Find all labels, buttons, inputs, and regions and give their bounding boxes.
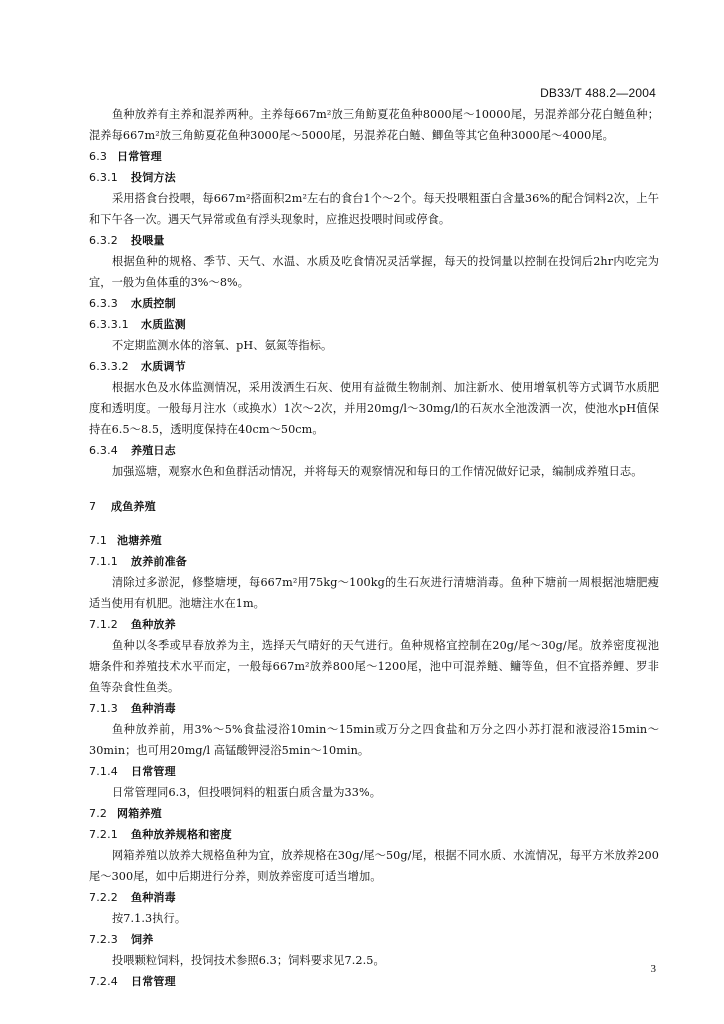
section-number: 7.1.3 [89,702,118,715]
section-title: 日常管理 [131,975,176,988]
section-heading [89,803,659,824]
body-paragraph: 鱼种放养前，用3%～5%食盐浸浴10min～15min或万分之四食盐和万分之四小苏打混和液浸浴15min～30min；也可用20mg/l 高锰酸钾浸浴5min～10min。 [89,723,659,757]
section-title: 日常管理 [117,150,162,163]
body-paragraph: 加强巡塘，观察水色和鱼群活动情况，并将每天的观察情况和每日的工作情况做好记录，编制成养殖日志。 [112,465,643,478]
section-title: 日常管理 [131,765,176,778]
section-heading [89,293,659,314]
document-body [89,104,659,992]
section-number: 7.2.4 [89,975,118,988]
section-number: 6.3.3 [89,297,118,310]
section-heading [89,614,659,635]
section-heading [89,824,659,845]
section-number: 6.3.3.2 [89,360,129,373]
section-heading [89,356,659,377]
section-heading [89,230,659,251]
body-paragraph: 投喂颗粒饲料，投饲技术参照6.3；饲料要求见7.2.5。 [112,954,385,967]
section-number: 6.3.2 [89,234,118,247]
section-heading [89,971,659,992]
page-number: 3 [650,963,656,975]
section-title: 饲养 [131,933,154,946]
body-paragraph: 采用搭食台投喂，每667m²搭面积2m²左右的食台1个～2个。每天投喂粗蛋白含量36%的配合饲料2次，上午和下午各一次。遇天气异常或鱼有浮头现象时，应推迟投喂时间或停食。 [89,192,659,226]
section-number: 7.2.3 [89,933,118,946]
body-paragraph: 不定期监测水体的溶氧、pH、氨氮等指标。 [112,339,333,352]
section-title: 成鱼养殖 [111,500,156,513]
section-heading [89,314,659,335]
body-paragraph: 鱼种放养有主养和混养两种。主养每667m²放三角鲂夏花鱼种8000尾～10000尾，另混养部分花白鲢鱼种；混养每667m²放三角鲂夏花鱼种3000尾～5000尾，另混养花白鲢、鲫鱼等其它鱼种3000尾～4000尾。 [89,108,659,142]
body-paragraph: 根据水色及水体监测情况，采用泼洒生石灰、使用有益微生物制剂、加注新水、使用增氧机等方式调节水质肥度和透明度。一般每月注水（或换水）1次～2次，并用20mg/l～30mg/l的石灰水全池泼洒一次，使池水pH值保持在6.5～8.5，透明度保持在40cm～50cm。 [89,381,659,436]
section-number: 6.3.1 [89,171,118,184]
section-title: 水质控制 [131,297,176,310]
section-number: 7.1 [89,534,108,547]
section-number: 7.1.1 [89,555,118,568]
section-number: 6.3.3.1 [89,318,129,331]
section-title: 投饲方法 [131,171,176,184]
section-heading [89,929,659,950]
section-heading [89,167,659,188]
section-title: 鱼种消毒 [131,702,176,715]
section-heading [89,496,659,517]
section-heading [89,698,659,719]
body-paragraph: 网箱养殖以放养大规格鱼种为宜，放养规格在30g/尾～50g/尾，根据不同水质、水流情况，每平方米放养200尾～300尾，如中后期进行分养，则放养密度可适当增加。 [89,849,659,883]
section-heading [89,887,659,908]
document-code: DB33/T 488.2—2004 [540,86,656,100]
section-number: 7.1.2 [89,618,118,631]
body-paragraph: 按7.1.3执行。 [112,912,187,925]
section-title: 养殖日志 [131,444,176,457]
section-title: 水质调节 [141,360,186,373]
section-heading [89,440,659,461]
section-number: 7 [89,500,97,513]
section-title: 水质监测 [141,318,186,331]
section-title: 鱼种放养 [131,618,176,631]
body-paragraph: 鱼种以冬季或早春放养为主，选择天气晴好的天气进行。鱼种规格宜控制在20g/尾～30g/尾。放养密度视池塘条件和养殖技术水平而定，一般每667m²放养800尾～1200尾，池中可混养鲢、鳙等鱼，但不宜搭养鲤、罗非鱼等杂食性鱼类。 [89,639,659,694]
body-paragraph: 清除过多淤泥，修整塘埂，每667m²用75kg～100kg的生石灰进行清塘消毒。鱼种下塘前一周根据池塘肥瘦适当使用有机肥。池塘注水在1m。 [89,576,659,610]
section-heading [89,146,659,167]
section-heading [89,551,659,572]
section-number: 6.3 [89,150,108,163]
section-number: 7.1.4 [89,765,118,778]
section-title: 放养前准备 [131,555,187,568]
section-title: 池塘养殖 [117,534,162,547]
section-title: 网箱养殖 [117,807,162,820]
section-number: 6.3.4 [89,444,118,457]
section-heading [89,530,659,551]
section-title: 投喂量 [131,234,165,247]
section-number: 7.2 [89,807,108,820]
section-title: 鱼种放养规格和密度 [131,828,232,841]
section-number: 7.2.1 [89,828,118,841]
body-paragraph: 日常管理同6.3，但投喂饲料的粗蛋白质含量为33%。 [112,786,382,799]
section-number: 7.2.2 [89,891,118,904]
body-paragraph: 根据鱼种的规格、季节、天气、水温、水质及吃食情况灵活掌握，每天的投饲量以控制在投饲后2hr内吃完为宜，一般为鱼体重的3%～8%。 [89,255,659,289]
section-title: 鱼种消毒 [131,891,176,904]
section-heading [89,761,659,782]
